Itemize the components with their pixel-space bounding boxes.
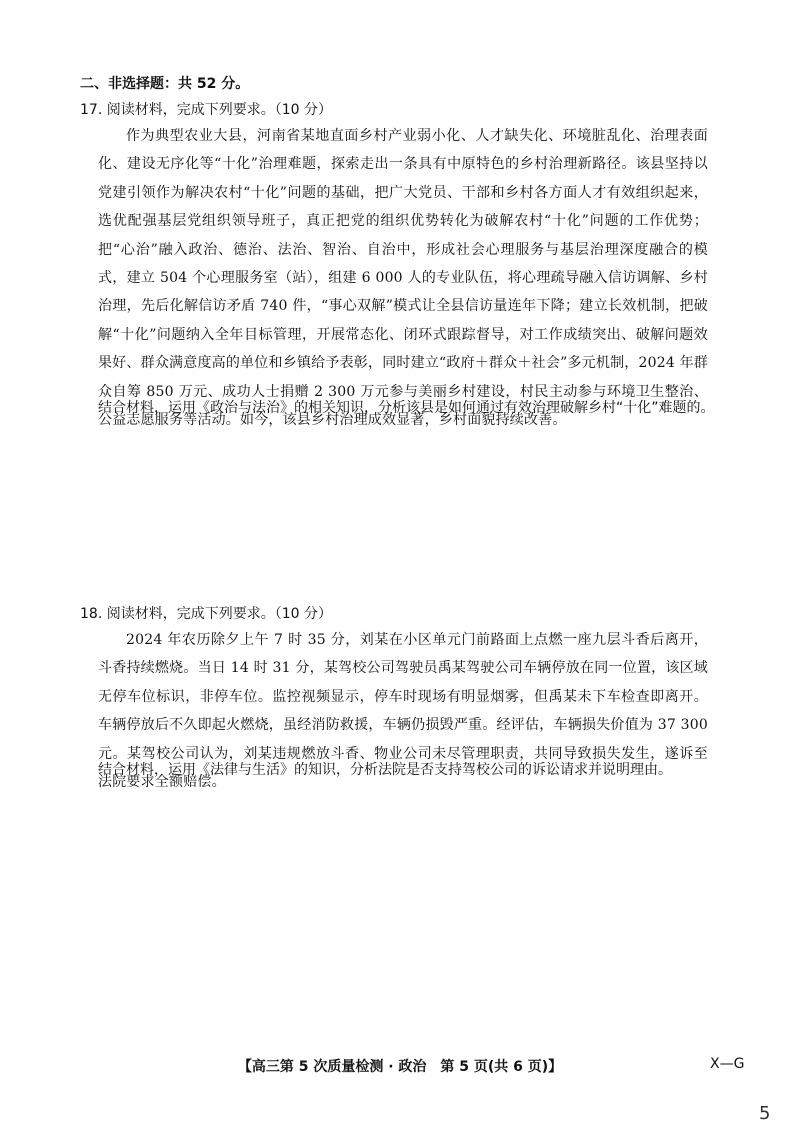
question-18-material: 2024 年农历除夕上午 7 时 35 分，刘某在小区单元门前路面上点燃一座九层斗香后离开，斗香持续燃烧。当日 14 时 31 分，某驾校公司驾驶员禹某驾驶公司车辆停放在同一位置，该区域无停车位标识，非停车位。监控视频显示，停车时现场有明显烟雾，但禹某未下车检查即离开。车辆停放后不久即起火燃烧，虽经消防救援，车辆仍损毁严重。经评估，车辆损失价值为 37 300 元。某驾校公司认为，刘某违规燃放斗香、物业公司未尽管理职责，共同导致损失发生，遂诉至法院要求全额赔偿。 [98, 632, 708, 791]
question-18-task: 结合材料，运用《法律与生活》的知识，分析法院是否支持驾校公司的诉讼请求并说明理由。 [98, 762, 672, 778]
section-heading: 二、非选择题：共 52 分。 [80, 76, 250, 92]
question-18-stem: 18. 阅读材料，完成下列要求。（10 分） [80, 606, 332, 622]
page-footer: 【高三第 5 次质量检测 · 政治 第 5 页(共 6 页)】 [237, 1059, 563, 1075]
paper-code: X—G [710, 1056, 745, 1072]
question-17-material: 作为典型农业大县，河南省某地直面乡村产业弱小化、人才缺失化、环境脏乱化、治理表面化、建设无序化等“十化”治理难题，探索走出一条具有中原特色的乡村治理新路径。该县坚持以党建引领作为解决农村“十化”问题的基础，把广大党员、干部和乡村各方面人才有效组织起来，选优配强基层党组织领导班子，真正把党的组织优势转化为破解农村“十化”问题的工作优势；把“心治”融入政治、德治、法治、智治、自治中，形成社会心理服务与基层治理深度融合的模式，建立 504 个心理服务室（站），组建 6 000 人的专业队伍，将心理疏导融入信访调解、乡村治理，先后化解信访矛盾 740 件，“事心双解”模式让全县信访量连年下降；建立长效机制，把破解“十化”问题纳入全年目标管理，开展常态化、闭环式跟踪督导，对工作成绩突出、破解问题效果好、群众满意度高的单位和乡镇给予表彰，同时建立“政府＋群众＋社会”多元机制，2024 年群众自筹 850 万元、成功人士捐赠 2 300 万元参与美丽乡村建设，村民主动参与环境卫生整治、公益志愿服务等活动。如今，该县乡村治理成效显著，乡村面貌持续改善。 [98, 128, 708, 429]
question-17-stem: 17. 阅读材料，完成下列要求。（10 分） [80, 102, 332, 118]
question-17-task: 结合材料，运用《政治与法治》的相关知识，分析该县是如何通过有效治理破解乡村“十化”难题的。 [98, 400, 715, 416]
scan-page-number: 5 [759, 1103, 771, 1124]
